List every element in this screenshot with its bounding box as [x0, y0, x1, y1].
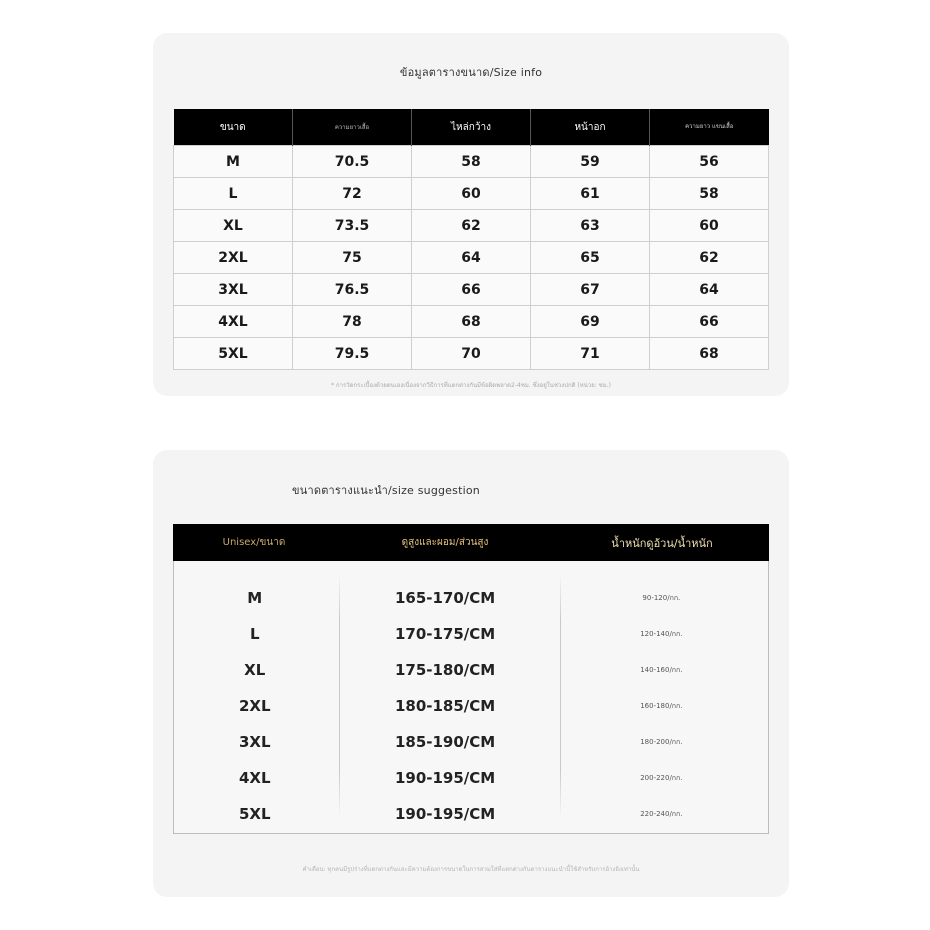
header-weight: น้ำหนักดูอ้วน/น้ำหนัก	[611, 536, 713, 550]
table-cell: 75	[293, 242, 412, 274]
table-cell: 62	[412, 210, 531, 242]
table-cell: 66	[650, 306, 769, 338]
table-cell: 56	[650, 146, 769, 178]
table-cell: 68	[412, 306, 531, 338]
size-suggestion-header-row	[173, 524, 769, 561]
table-cell: 61	[531, 178, 650, 210]
table-cell: 90-120/กก.	[642, 593, 681, 602]
table-row	[174, 306, 769, 338]
table-cell: 78	[293, 306, 412, 338]
size-info-title: ข้อมูลตารางขนาด/Size info	[399, 66, 543, 79]
table-cell: 58	[412, 146, 531, 178]
table-cell: 185-190/CM	[394, 733, 496, 751]
table-cell: 68	[650, 338, 769, 370]
table-cell: 64	[650, 274, 769, 306]
table-cell: 60	[412, 178, 531, 210]
list-item	[174, 688, 768, 724]
table-cell: 5XL	[238, 805, 271, 823]
header-size: ขนาด	[174, 109, 293, 146]
header-chest: หน้าอก	[531, 109, 650, 146]
table-cell: 70.5	[293, 146, 412, 178]
table-cell: 72	[293, 178, 412, 210]
header-sleeve: ความยาว แขนเสื้อ	[650, 109, 769, 146]
table-cell: 2XL	[174, 242, 293, 274]
table-cell: 180-185/CM	[394, 697, 496, 715]
table-cell: 2XL	[238, 697, 271, 715]
table-cell: 190-195/CM	[394, 805, 496, 823]
table-cell: 120-140/กก.	[640, 629, 683, 638]
table-cell: XL	[244, 661, 266, 679]
list-item	[174, 724, 768, 760]
table-cell: 160-180/กก.	[640, 701, 683, 710]
size-suggestion-note: คำเตือน: ทุกคนมีรูปร่างที่แตกต่างกันและมีความต้องการขนาดในการสวมใส่ที่แตกต่างกันตารางแนะนำนี้ใช้สำหรับการอ้างอิงเท่านั้น	[302, 866, 640, 873]
header-length: ความยาวเสื้อ	[293, 109, 412, 146]
table-cell: XL	[174, 210, 293, 242]
list-item	[174, 580, 768, 616]
table-cell: 65	[531, 242, 650, 274]
table-cell: 140-160/กก.	[640, 665, 683, 674]
header-unisex-size: Unisex/ขนาด	[222, 537, 286, 548]
table-cell: 70	[412, 338, 531, 370]
table-cell: 3XL	[174, 274, 293, 306]
table-cell: 4XL	[238, 769, 271, 787]
table-cell: L	[249, 625, 260, 643]
table-cell: 66	[412, 274, 531, 306]
size-suggestion-card	[153, 450, 789, 897]
table-cell: 62	[650, 242, 769, 274]
table-cell: 220-240/กก.	[640, 809, 683, 818]
table-cell: 67	[531, 274, 650, 306]
size-info-table	[173, 109, 769, 370]
table-row	[174, 274, 769, 306]
list-item	[174, 760, 768, 796]
table-cell: 79.5	[293, 338, 412, 370]
table-cell: 5XL	[174, 338, 293, 370]
table-cell: 73.5	[293, 210, 412, 242]
list-item	[174, 796, 768, 832]
table-cell: 59	[531, 146, 650, 178]
table-cell: 60	[650, 210, 769, 242]
table-cell: 4XL	[174, 306, 293, 338]
size-suggestion-table	[173, 524, 769, 834]
table-row	[174, 210, 769, 242]
table-cell: 76.5	[293, 274, 412, 306]
table-cell: 170-175/CM	[394, 625, 496, 643]
table-cell: L	[174, 178, 293, 210]
table-row	[174, 146, 769, 178]
table-row	[174, 242, 769, 274]
table-cell: 63	[531, 210, 650, 242]
table-cell: 165-170/CM	[394, 589, 496, 607]
table-cell: 190-195/CM	[394, 769, 496, 787]
table-cell: 175-180/CM	[394, 661, 496, 679]
table-cell: 180-200/กก.	[640, 737, 683, 746]
table-cell: M	[174, 146, 293, 178]
table-cell: 64	[412, 242, 531, 274]
header-height: ดูสูงและผอม/ส่วนสูง	[401, 537, 489, 548]
header-shoulder: ไหล่กว้าง	[412, 109, 531, 146]
list-item	[174, 652, 768, 688]
table-cell: 3XL	[238, 733, 271, 751]
table-cell: 200-220/กก.	[640, 773, 683, 782]
table-cell: 69	[531, 306, 650, 338]
table-row	[174, 178, 769, 210]
size-info-header-row	[174, 109, 769, 146]
list-item	[174, 616, 768, 652]
table-cell: 58	[650, 178, 769, 210]
size-info-card	[153, 33, 789, 396]
table-cell: M	[247, 589, 263, 607]
size-info-note: * การวัดกระเบื้องด้วยตนเองเนื่องจากวิธีการที่แตกต่างกันมีข้อผิดพลาด2-4ซม. ซึ่งอยู่ในช่วงปกติ (หน่วย: ซม.)	[331, 382, 611, 389]
size-suggestion-title: ขนาดตารางแนะนำ/size suggestion	[292, 484, 480, 497]
table-cell: 71	[531, 338, 650, 370]
table-row	[174, 338, 769, 370]
